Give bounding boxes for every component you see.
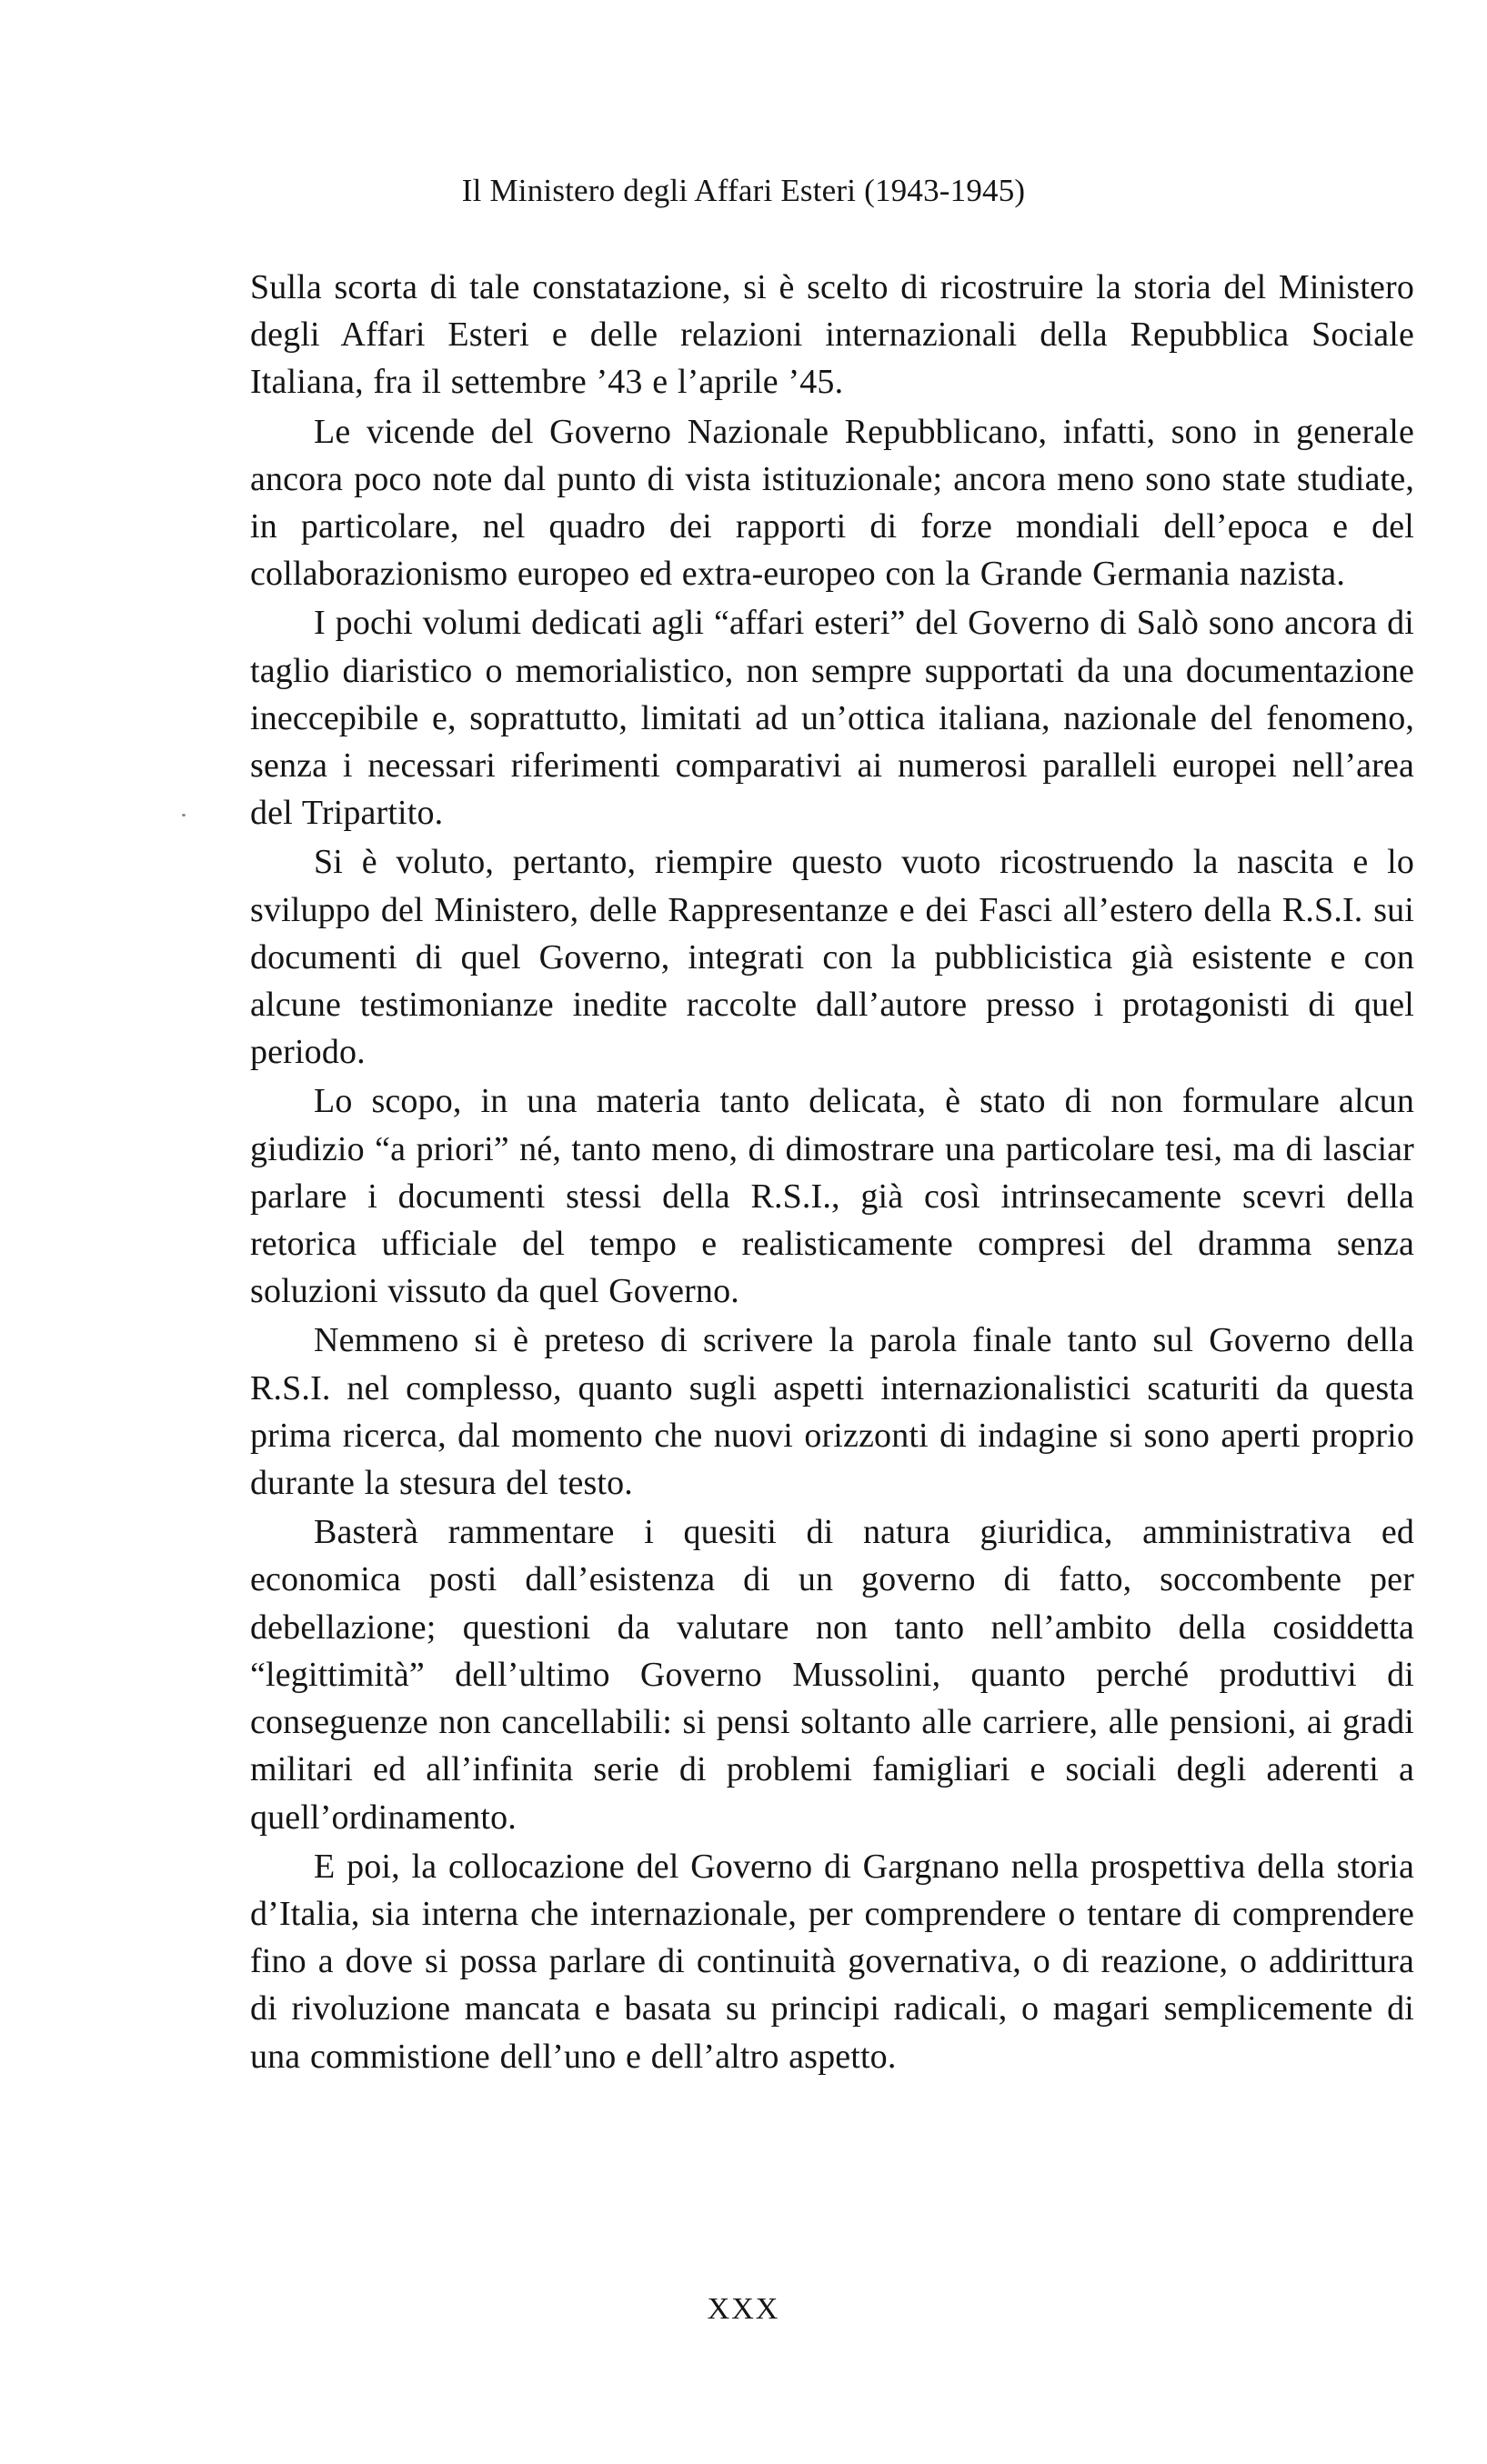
paragraph: Basterà rammentare i quesiti di natura giuridica, amministrativa ed economica posti dall’esistenza di un governo di fatto, soccombente per debellazione; questioni da valutare non tanto nell’ambito della cosiddetta “legittimità” dell’ultimo Governo Mussolini, quanto perché produttivi di conseguenze non cancellabili: si pensi soltanto alle carriere, alle pensioni, ai gradi militari ed all’infinita serie di problemi famigliari e sociali degli aderenti a quell’ordinamento. (250, 1513, 1414, 1837)
paragraph: Sulla scorta di tale constatazione, si è scelto di ricostruire la storia del Ministero degli Affari Esteri e delle relazioni internazionali della Repubblica Sociale Italiana, fra il settembre ’43 e l’aprile ’45. (250, 268, 1414, 402)
paragraph: Nemmeno si è preteso di scrivere la parola finale tanto sul Governo della R.S.I. nel complesso, quanto sugli aspetti internazionalistici scaturiti da questa prima ricerca, dal momento che nuovi orizzonti di indagine si sono aperti proprio durante la stesura del testo. (250, 1321, 1414, 1503)
body-text (250, 264, 1414, 2080)
paragraph: Le vicende del Governo Nazionale Repubblicano, infatti, sono in generale ancora poco note dal punto di vista istituzionale; ancora meno sono state studiate, in particolare, nel quadro dei rapporti di forze mondiali dell’epoca e del collaborazionismo europeo ed extra-europeo con la Grande Germania nazista. (250, 412, 1414, 594)
paragraph: E poi, la collocazione del Governo di Gargnano nella prospettiva della storia d’Italia, sia interna che internazionale, per comprendere o tentare di comprendere fino a dove si possa parlare di continuità governativa, o di reazione, o addirittura di rivoluzione mancata e basata su principi radicali, o magari semplicemente di una commistione dell’uno e dell’altro aspetto. (250, 1847, 1414, 2076)
scan-speck (182, 814, 186, 816)
paragraph: Lo scopo, in una materia tanto delicata, è stato di non formulare alcun giudizio “a priori” né, tanto meno, di dimostrare una particolare tesi, ma di lasciar parlare i documenti stessi della R.S.I., già così intrinsecamente scevri della retorica ufficiale del tempo e realisticamente compresi del dramma senza soluzioni vissuto da quel Governo. (250, 1082, 1414, 1311)
running-head: Il Ministero degli Affari Esteri (1943-1945) (461, 173, 1026, 208)
page-number: XXX (707, 2292, 780, 2326)
paragraph: I pochi volumi dedicati agli “affari esteri” del Governo di Salò sono ancora di taglio diaristico o memorialistico, non sempre supportati da una documentazione ineccepibile e, soprattutto, limitati ad un’ottica italiana, nazionale del fenomeno, senza i necessari riferimenti comparativi ai numerosi paralleli europei nell’area del Tripartito. (250, 604, 1414, 833)
paragraph: Si è voluto, pertanto, riempire questo vuoto ricostruendo la nascita e lo sviluppo del Ministero, delle Rappresentanze e dei Fasci all’estero della R.S.I. sui documenti di quel Governo, integrati con la pubblicistica già esistente e con alcune testimonianze inedite raccolte dall’autore presso i protagonisti di quel periodo. (250, 843, 1414, 1072)
